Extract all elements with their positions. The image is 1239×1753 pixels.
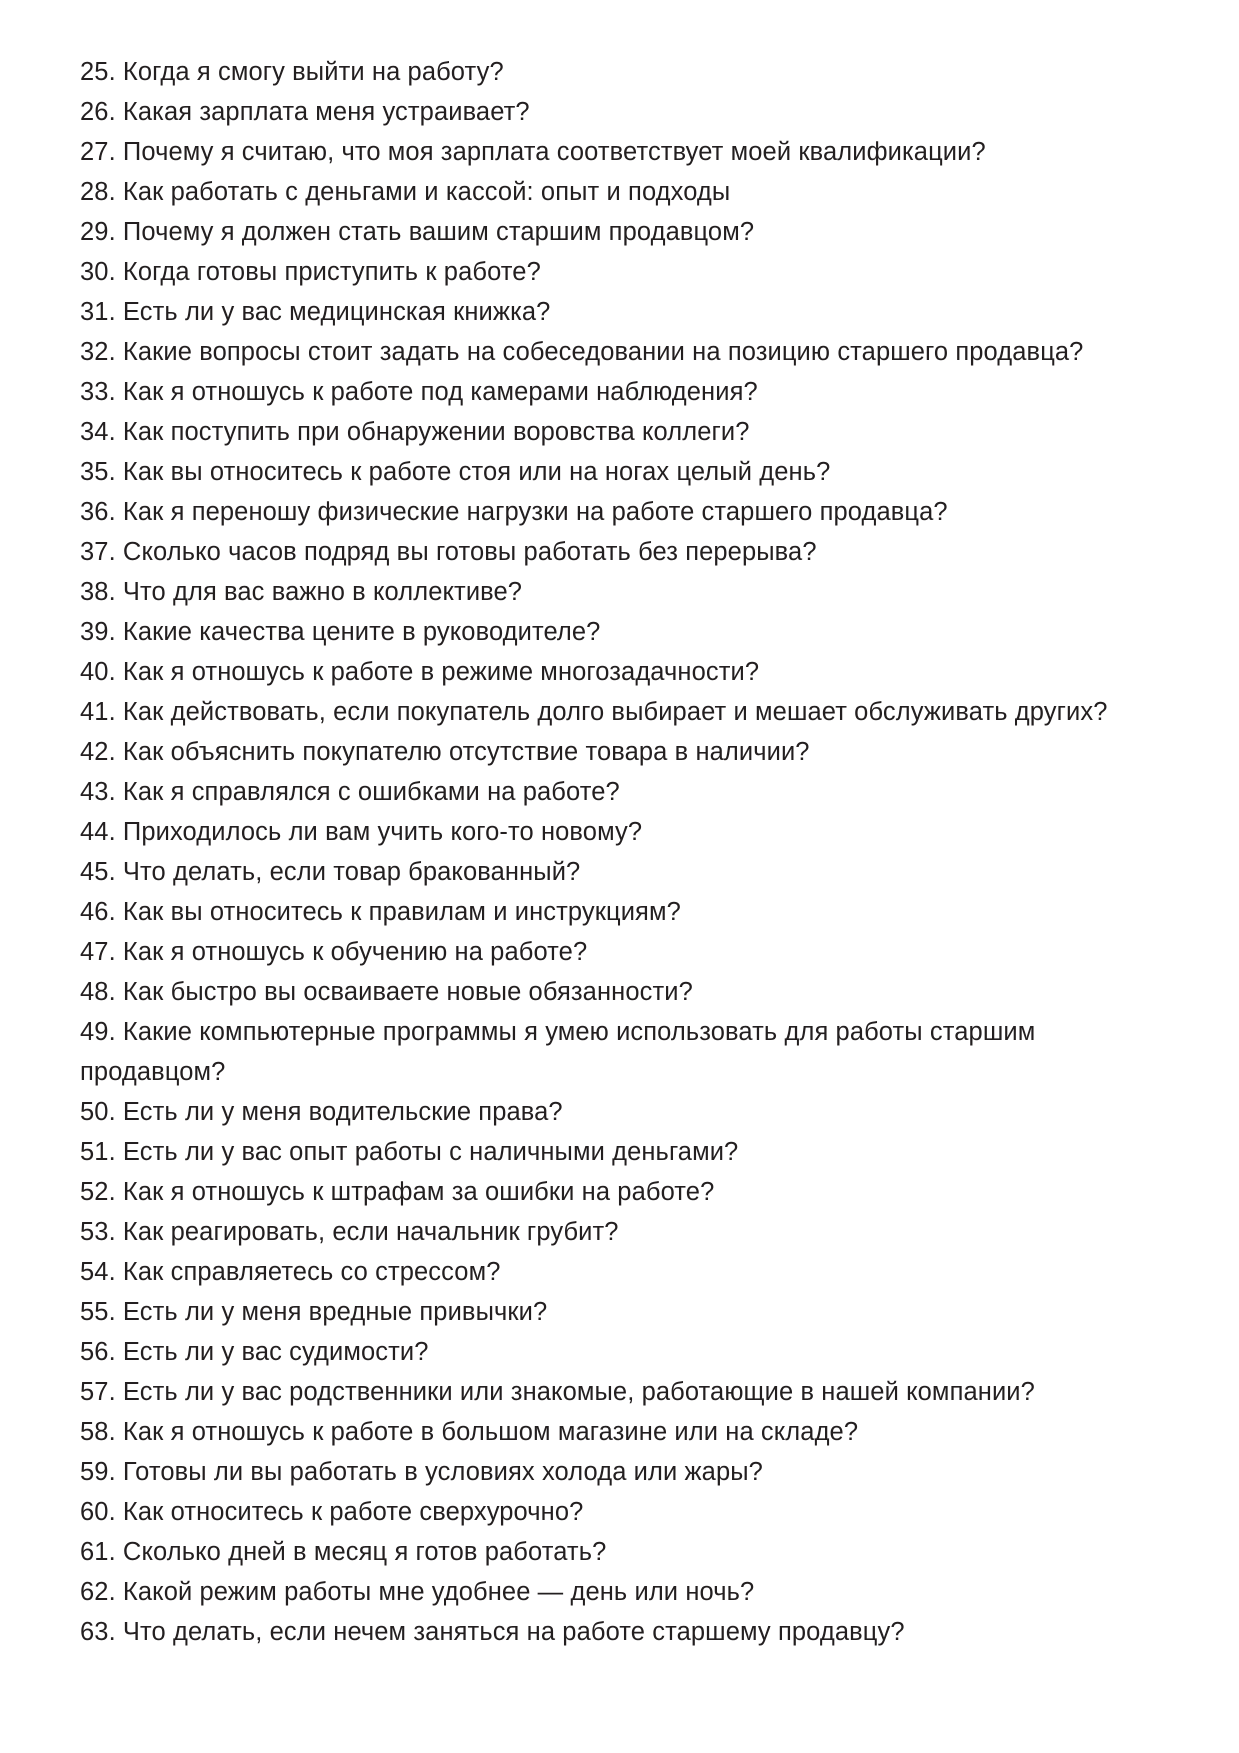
list-item: 30. Когда готовы приступить к работе? <box>80 258 541 286</box>
list-item: 49. Какие компьютерные программы я умею использовать для работы старшим продавцом? <box>80 1018 1036 1086</box>
list-item: 26. Какая зарплата меня устраивает? <box>80 98 530 126</box>
list-item: 35. Как вы относитесь к работе стоя или на ногах целый день? <box>80 458 831 486</box>
list-item: 40. Как я отношусь к работе в режиме многозадачности? <box>80 658 760 686</box>
list-item: 44. Приходилось ли вам учить кого-то новому? <box>80 818 643 846</box>
list-item: 53. Как реагировать, если начальник грубит? <box>80 1218 619 1246</box>
list-item: 60. Как относитесь к работе сверхурочно? <box>80 1498 584 1526</box>
list-item: 45. Что делать, если товар бракованный? <box>80 858 581 886</box>
list-item: 46. Как вы относитесь к правилам и инструкциям? <box>80 898 681 926</box>
list-item: 36. Как я переношу физические нагрузки на работе старшего продавца? <box>80 498 948 526</box>
list-item: 42. Как объяснить покупателю отсутствие товара в наличии? <box>80 738 810 766</box>
list-item: 39. Какие качества цените в руководителе? <box>80 618 601 646</box>
list-item: 47. Как я отношусь к обучению на работе? <box>80 938 588 966</box>
list-item: 50. Есть ли у меня водительские права? <box>80 1098 563 1126</box>
list-item: 28. Как работать с деньгами и кассой: опыт и подходы <box>80 178 731 206</box>
list-item: 51. Есть ли у вас опыт работы с наличными деньгами? <box>80 1138 739 1166</box>
list-item: 34. Как поступить при обнаружении воровства коллеги? <box>80 418 750 446</box>
list-item: 48. Как быстро вы осваиваете новые обязанности? <box>80 978 693 1006</box>
list-item: 29. Почему я должен стать вашим старшим продавцом? <box>80 218 755 246</box>
list-item: 25. Когда я смогу выйти на работу? <box>80 58 504 86</box>
list-item: 43. Как я справлялся с ошибками на работе? <box>80 778 620 806</box>
list-item: 57. Есть ли у вас родственники или знакомые, работающие в нашей компании? <box>80 1378 1035 1406</box>
list-item: 56. Есть ли у вас судимости? <box>80 1338 429 1366</box>
list-item: 63. Что делать, если нечем заняться на работе старшему продавцу? <box>80 1618 905 1646</box>
list-item: 32. Какие вопросы стоит задать на собеседовании на позицию старшего продавца? <box>80 338 1084 366</box>
list-item: 54. Как справляетесь со стрессом? <box>80 1258 501 1286</box>
list-item: 61. Сколько дней в месяц я готов работать? <box>80 1538 607 1566</box>
list-item: 37. Сколько часов подряд вы готовы работать без перерыва? <box>80 538 817 566</box>
question-list <box>80 52 1143 1652</box>
list-item: 58. Как я отношусь к работе в большом магазине или на складе? <box>80 1418 859 1446</box>
list-item: 31. Есть ли у вас медицинская книжка? <box>80 298 551 326</box>
list-item: 62. Какой режим работы мне удобнее — день или ночь? <box>80 1578 755 1606</box>
list-item: 59. Готовы ли вы работать в условиях холода или жары? <box>80 1458 763 1486</box>
list-item: 55. Есть ли у меня вредные привычки? <box>80 1298 548 1326</box>
list-item: 27. Почему я считаю, что моя зарплата соответствует моей квалификации? <box>80 138 986 166</box>
list-item: 33. Как я отношусь к работе под камерами наблюдения? <box>80 378 758 406</box>
list-item: 41. Как действовать, если покупатель долго выбирает и мешает обслуживать других? <box>80 698 1108 726</box>
list-item: 38. Что для вас важно в коллективе? <box>80 578 523 606</box>
list-item: 52. Как я отношусь к штрафам за ошибки на работе? <box>80 1178 715 1206</box>
